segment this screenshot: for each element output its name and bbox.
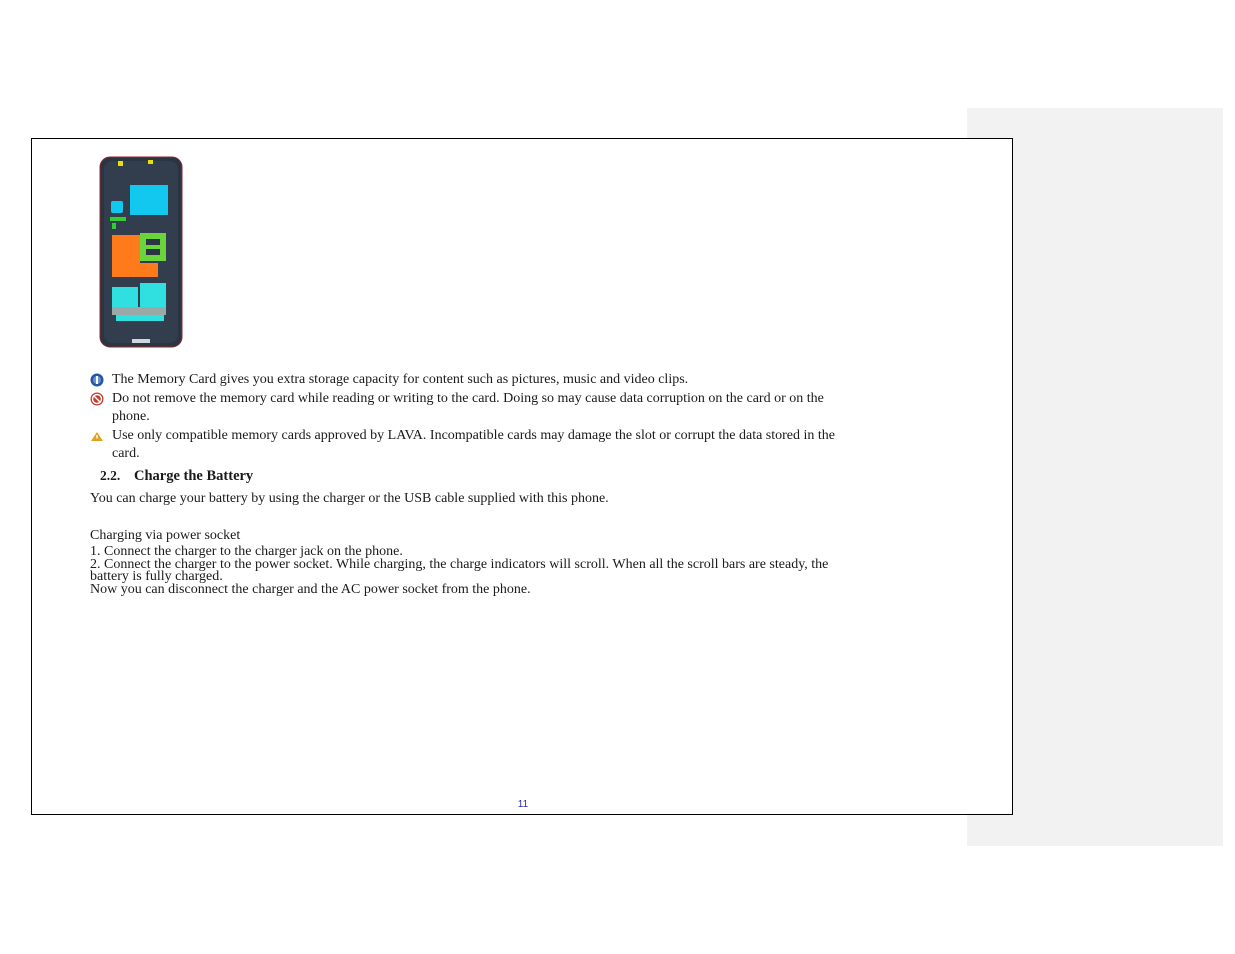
intro-paragraph: You can charge your battery by using the charger or the USB cable supplied with this phone. [90, 491, 609, 506]
warning-note-text: Use only compatible memory cards approved by LAVA. Incompatible cards may damage the slot or corrupt the data stored in the [112, 428, 836, 443]
section-number: 2.2. [100, 468, 121, 483]
warning-icon [90, 429, 104, 443]
step-line: 1. Connect the charger to the charger jack on the phone. [90, 544, 403, 559]
info-note [90, 371, 930, 389]
warning-note [90, 427, 930, 463]
section-heading [100, 468, 253, 485]
subheading: Charging via power socket [90, 528, 241, 543]
warning-note-continuation: card. [112, 446, 140, 461]
info-icon [90, 373, 104, 387]
step-line: 2. Connect the charger to the power socket. While charging, the charge indicators will scroll. When all the scroll bars are steady, the [90, 556, 829, 572]
stop-note-text: Do not remove the memory card while reading or writing to the card. Doing so may cause data corruption on the card or on the [112, 391, 824, 406]
steps-list [90, 546, 940, 596]
phone-back-illustration [98, 155, 184, 349]
section-title: Charge the Battery [134, 468, 254, 484]
step-line: battery is fully charged. [90, 569, 223, 584]
stop-note [90, 390, 930, 426]
step-line: Now you can disconnect the charger and the AC power socket from the phone. [90, 581, 531, 597]
page-number: 11 [517, 799, 529, 810]
document-page [31, 138, 1013, 815]
stop-icon [90, 392, 104, 406]
stop-note-continuation: phone. [112, 409, 150, 424]
info-note-text: The Memory Card gives you extra storage capacity for content such as pictures, music and video clips. [112, 372, 689, 387]
